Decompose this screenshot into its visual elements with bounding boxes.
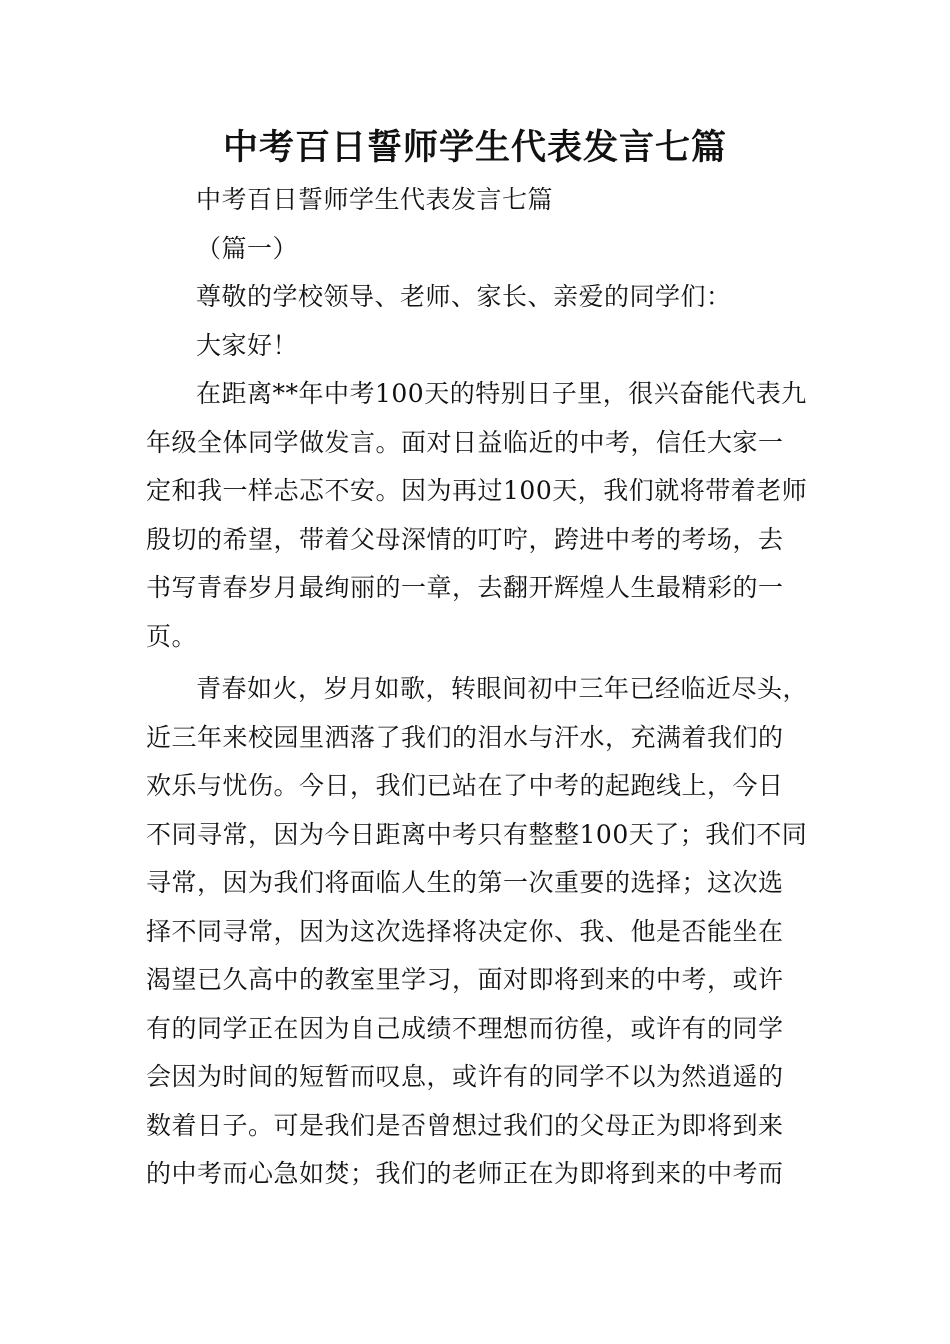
paragraph-line: 会因为时间的短暂而叹息，或许有的同学不以为然逍遥的 <box>146 1062 784 1091</box>
paragraph-line: 青春如火，岁月如歌，转眼间初中三年已经临近尽头， <box>196 674 809 703</box>
hello-line: 大家好！ <box>196 330 299 360</box>
paragraph-line: 有的同学正在因为自己成绩不理想而彷徨，或许有的同学 <box>146 1013 784 1043</box>
section-label: （篇一） <box>196 233 299 263</box>
paragraph-line: 的中考而心急如焚；我们的老师正在为即将到来的中考而 <box>146 1159 784 1188</box>
document-title: 中考百日誓师学生代表发言七篇 <box>222 127 727 168</box>
document-body <box>146 176 810 1199</box>
paragraph-line: 择不同寻常，因为这次选择将决定你、我、他是否能坐在 <box>146 916 784 946</box>
paragraph-line: 殷切的希望，带着父母深情的叮咛，跨进中考的考场，去 <box>146 524 784 554</box>
document-subtitle: 中考百日誓师学生代表发言七篇 <box>196 185 554 214</box>
paragraph-line: 页。 <box>146 621 198 651</box>
greeting-line: 尊敬的学校领导、老师、家长、亲爱的同学们： <box>196 282 732 311</box>
paragraph-line: 近三年来校园里洒落了我们的泪水与汗水，充满着我们的 <box>146 722 784 752</box>
paragraph-1 <box>146 370 810 661</box>
paragraph-2 <box>146 665 810 1199</box>
paragraph-line: 寻常，因为我们将面临人生的第一次重要的选择；这次选 <box>146 868 784 897</box>
paragraph-line: 年级全体同学做发言。面对日益临近的中考，信任大家一 <box>146 427 784 457</box>
paragraph-line: 不同寻常，因为今日距离中考只有整整100天了；我们不同 <box>146 819 808 849</box>
paragraph-line: 数着日子。可是我们是否曾想过我们的父母正为即将到来 <box>146 1110 784 1140</box>
paragraph-line: 渴望已久高中的教室里学习，面对即将到来的中考，或许 <box>146 965 784 994</box>
paragraph-line: 定和我一样忐忑不安。因为再过100天，我们就将带着老师 <box>146 476 808 505</box>
paragraph-line: 书写青春岁月最绚丽的一章，去翻开辉煌人生最精彩的一 <box>146 573 784 602</box>
paragraph-line: 欢乐与忧伤。今日，我们已站在了中考的起跑线上，今日 <box>146 771 784 800</box>
paragraph-line: 在距离**年中考100天的特别日子里，很兴奋能代表九 <box>196 379 807 408</box>
